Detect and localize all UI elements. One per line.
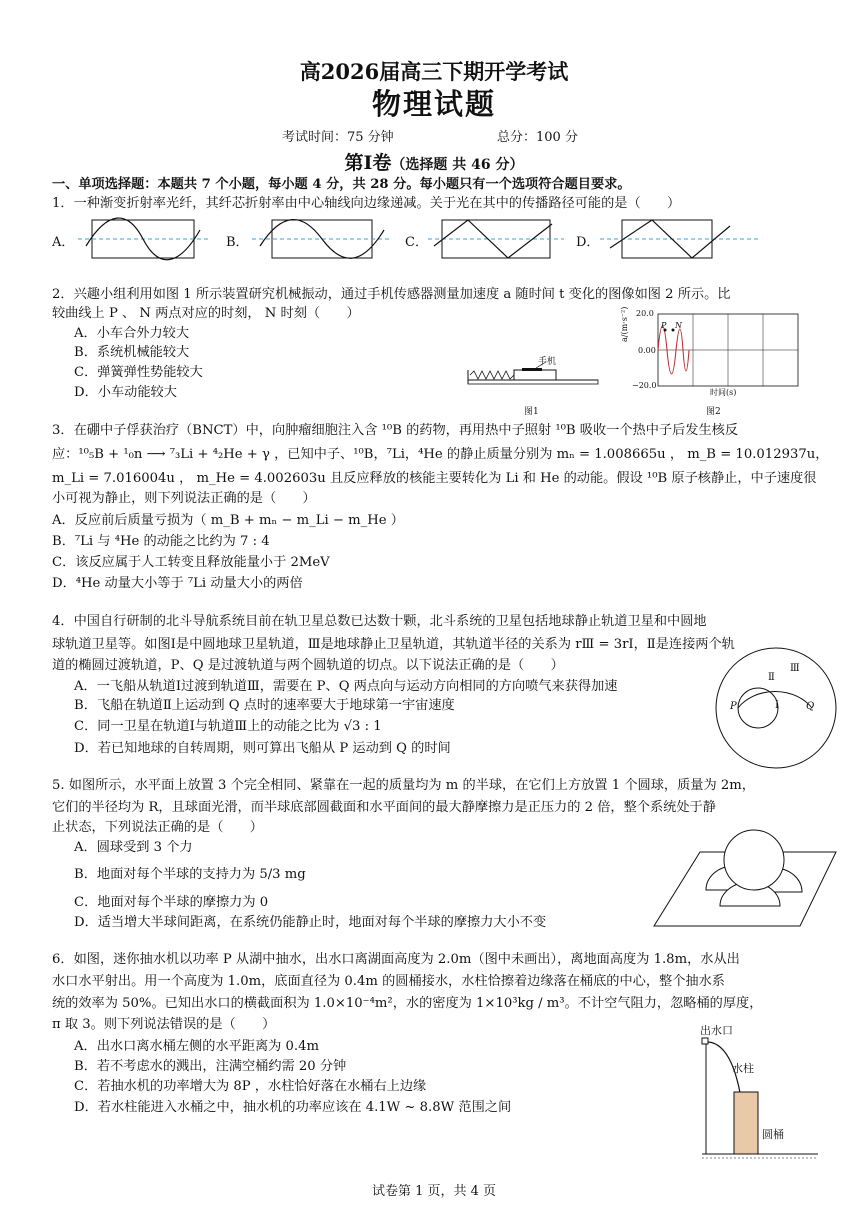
q6-option-a: A．出水口离水桶左侧的水平距离为 0.4m: [74, 1039, 320, 1054]
q2-fig1-phone-label: 手机: [538, 357, 557, 367]
q5-option-b: B．地面对每个半球的支持力为 5/3 mg: [74, 867, 306, 882]
q4-fig-label-ii: Ⅱ: [768, 672, 775, 683]
q1-fiber-a: [78, 216, 210, 262]
q2-fig2-ylabel: a/(m·s⁻²): [620, 306, 629, 342]
q6-fig-label-bucket: 圆桶: [762, 1128, 784, 1141]
exam-total: 总分：100 分: [497, 130, 578, 145]
q2-option-b: B．系统机械能较大: [74, 345, 190, 360]
q6-fig-label-outlet: 出水口: [700, 1024, 733, 1037]
q2-option-a: A．小车合外力较大: [74, 326, 190, 341]
q3-option-b: B．⁷Li 与 ⁴He 的动能之比约为 7 : 4: [52, 534, 270, 549]
q3-line2: 应：¹⁰₅B + ¹₀n ⟶ ⁷₃Li + ⁴₂He + γ ，已知中子、¹⁰B，⁷Li，⁴He 的静止质量分别为 mₙ = 1.008665u ， m_B = 10.012937u，: [52, 447, 829, 462]
q6-line1: 6．如图，迷你抽水机以功率 P 从湖中抽水，出水口离湖面高度为 2.0m（图中未画出），离地面高度为 1.8m，水从出: [52, 952, 740, 967]
q5-option-d: D．适当增大半球间距离，在系统仍能静止时，地面对每个半球的摩擦力大小不变: [74, 915, 547, 930]
q5-line3: 止状态，下列说法正确的是（ ）: [52, 820, 263, 835]
q1-label-a: A．: [52, 235, 75, 250]
q6-option-c: C．若抽水机的功率增大为 8P ，水柱恰好落在水桶右上边缘: [74, 1079, 427, 1094]
q2-fig2-point-n: N: [675, 321, 682, 330]
q6-line3: 统的效率为 50%。已知出水口的横截面积为 1.0×10⁻⁴m²，水的密度为 1×10³kg / m³。不计空气阻力，忽略桶的厚度，: [52, 996, 763, 1011]
q3-option-a: A．反应前后质量亏损为（ m_B + mₙ − m_Li − m_He ）: [52, 513, 404, 528]
q4-line3: 道的椭圆过渡轨道，P、Q 是过渡轨道与两个圆轨道的切点。以下说法正确的是（ ）: [52, 658, 564, 673]
exam-time: 考试时间：75 分钟: [282, 130, 394, 145]
q4-line2: 球轨道卫星等。如图Ⅰ是中圆地球卫星轨道，Ⅲ是地球静止卫星轨道，其轨道半径的关系为 rⅢ = 3rⅠ，Ⅱ是连接两个轨: [52, 637, 735, 652]
q1-fiber-c: [428, 216, 564, 262]
q4-fig-label-i: Ⅰ: [775, 700, 779, 711]
q4-fig-label-p: P: [730, 701, 737, 712]
q1-fiber-b: [252, 216, 392, 262]
q2-line2: 较曲线上 P 、 N 两点对应的时刻， N 时刻（ ）: [52, 306, 360, 321]
q3-line1: 3．在硼中子俘获治疗（BNCT）中，向肿瘤细胞注入含 ¹⁰B 的药物，再用热中子照射 ¹⁰B 吸收一个热中子后发生核反: [52, 423, 739, 438]
q3-line3: m_Li = 7.016004u ， m_He = 4.002603u 且反应释放的核能主要转化为 Li 和 He 的动能。假设 ¹⁰B 原子核静止，中子速度很: [52, 471, 817, 486]
q2-option-d: D．小车动能较大: [74, 385, 177, 400]
q5-hemisphere-figure: [650, 822, 840, 932]
q4-option-a: A．一飞船从轨道Ⅰ过渡到轨道Ⅲ，需要在 P、Q 两点向与运动方向相同的方向喷气来获得加速: [74, 679, 618, 694]
page-footer: 试卷第 1 页，共 4 页: [371, 1184, 497, 1199]
q4-option-c: C．同一卫星在轨道Ⅰ与轨道Ⅲ上的动能之比为 √3 : 1: [74, 719, 382, 734]
q2-fig2-ytick-bottom: −20.0: [632, 381, 657, 390]
q5-line2: 它们的半径均为 R，且球面光滑，而半球底部圆截面和水平面间的最大静摩擦力是正压力的 2 倍，整个系统处于静: [52, 800, 716, 815]
q5-option-c: C．地面对每个半球的摩擦力为 0: [74, 895, 269, 910]
q2-line1: 2．兴趣小组利用如图 1 所示装置研究机械振动，通过手机传感器测量加速度 a 随时间 t 变化的图像如图 2 所示。比: [52, 287, 731, 302]
q1-label-d: D．: [576, 235, 600, 250]
q5-option-a: A．圆球受到 3 个力: [74, 840, 193, 855]
section-main: 第Ⅰ卷: [344, 152, 392, 174]
q1-stem: 1．一种渐变折射率光纤，其纤芯折射率由中心轴线向边缘递减。关于光在其中的传播路径可能的是（ ）: [52, 196, 681, 211]
q2-fig2-point-p: P: [661, 321, 667, 330]
q6-line2: 水口水平射出。用一个高度为 1.0m，底面直径为 0.4m 的圆桶接水，水柱恰擦着边缘落在桶底的中心，整个抽水系: [52, 974, 725, 989]
q2-fig1-caption: 图1: [524, 407, 539, 417]
section-note: （选择题 共 46 分）: [391, 157, 524, 173]
q4-option-b: B．飞船在轨道Ⅱ上运动到 Q 点时的速率要大于地球第一宇宙速度: [74, 698, 455, 713]
q5-line1: 5. 如图所示，水平面上放置 3 个完全相同、紧靠在一起的质量均为 m 的半球，在它们上方放置 1 个圆球，质量为 2m，: [52, 778, 755, 793]
q2-fig2-caption: 图2: [706, 407, 721, 417]
section-heading: [0, 148, 868, 175]
q2-fig2-ytick-top: 20.0: [636, 309, 654, 318]
q1-fiber-d: [600, 216, 760, 262]
q4-option-d: D．若已知地球的自转周期，则可算出飞船从 P 运动到 Q 的时间: [74, 741, 451, 756]
q6-option-b: B．若不考虑水的溅出，注满空桶约需 20 分钟: [74, 1059, 347, 1074]
q3-option-c: C．该反应属于人工转变且释放能量小于 2MeV: [52, 555, 330, 570]
q6-fig-label-water: 水柱: [732, 1062, 754, 1075]
q4-line1: 4．中国自行研制的北斗导航系统目前在轨卫星总数已达数十颗，北斗系统的卫星包括地球静止轨道卫星和中圆地: [52, 614, 707, 629]
q2-option-c: C．弹簧弹性势能较大: [74, 365, 203, 380]
q3-line4: 小可视为静止，则下列说法正确的是（ ）: [52, 491, 316, 506]
q4-fig-label-q: Q: [806, 701, 815, 712]
q2-fig2-xlabel: 时间(s): [710, 388, 737, 397]
q1-label-b: B．: [226, 235, 249, 250]
exam-title: 高2026届高三下期开学考试: [299, 59, 569, 84]
q6-line4: π 取 3。则下列说法错误的是（ ）: [52, 1017, 276, 1032]
q2-fig2-ytick-mid: 0.00: [638, 346, 656, 355]
q3-option-d: D．⁴He 动量大小等于 ⁷Li 动量大小的两倍: [52, 576, 303, 591]
q1-label-c: C．: [405, 235, 428, 250]
q4-fig-label-iii: Ⅲ: [790, 663, 800, 674]
subject-title: 物理试题: [371, 87, 496, 121]
q6-option-d: D．若水柱能进入水桶之中，抽水机的功率应该在 4.1W ~ 8.8W 范围之间: [74, 1100, 512, 1115]
q6-pump-figure: [672, 1030, 822, 1164]
part-instructions: 一、单项选择题：本题共 7 个小题，每小题 4 分，共 28 分。每小题只有一个选项符合题目要求。: [52, 177, 631, 192]
